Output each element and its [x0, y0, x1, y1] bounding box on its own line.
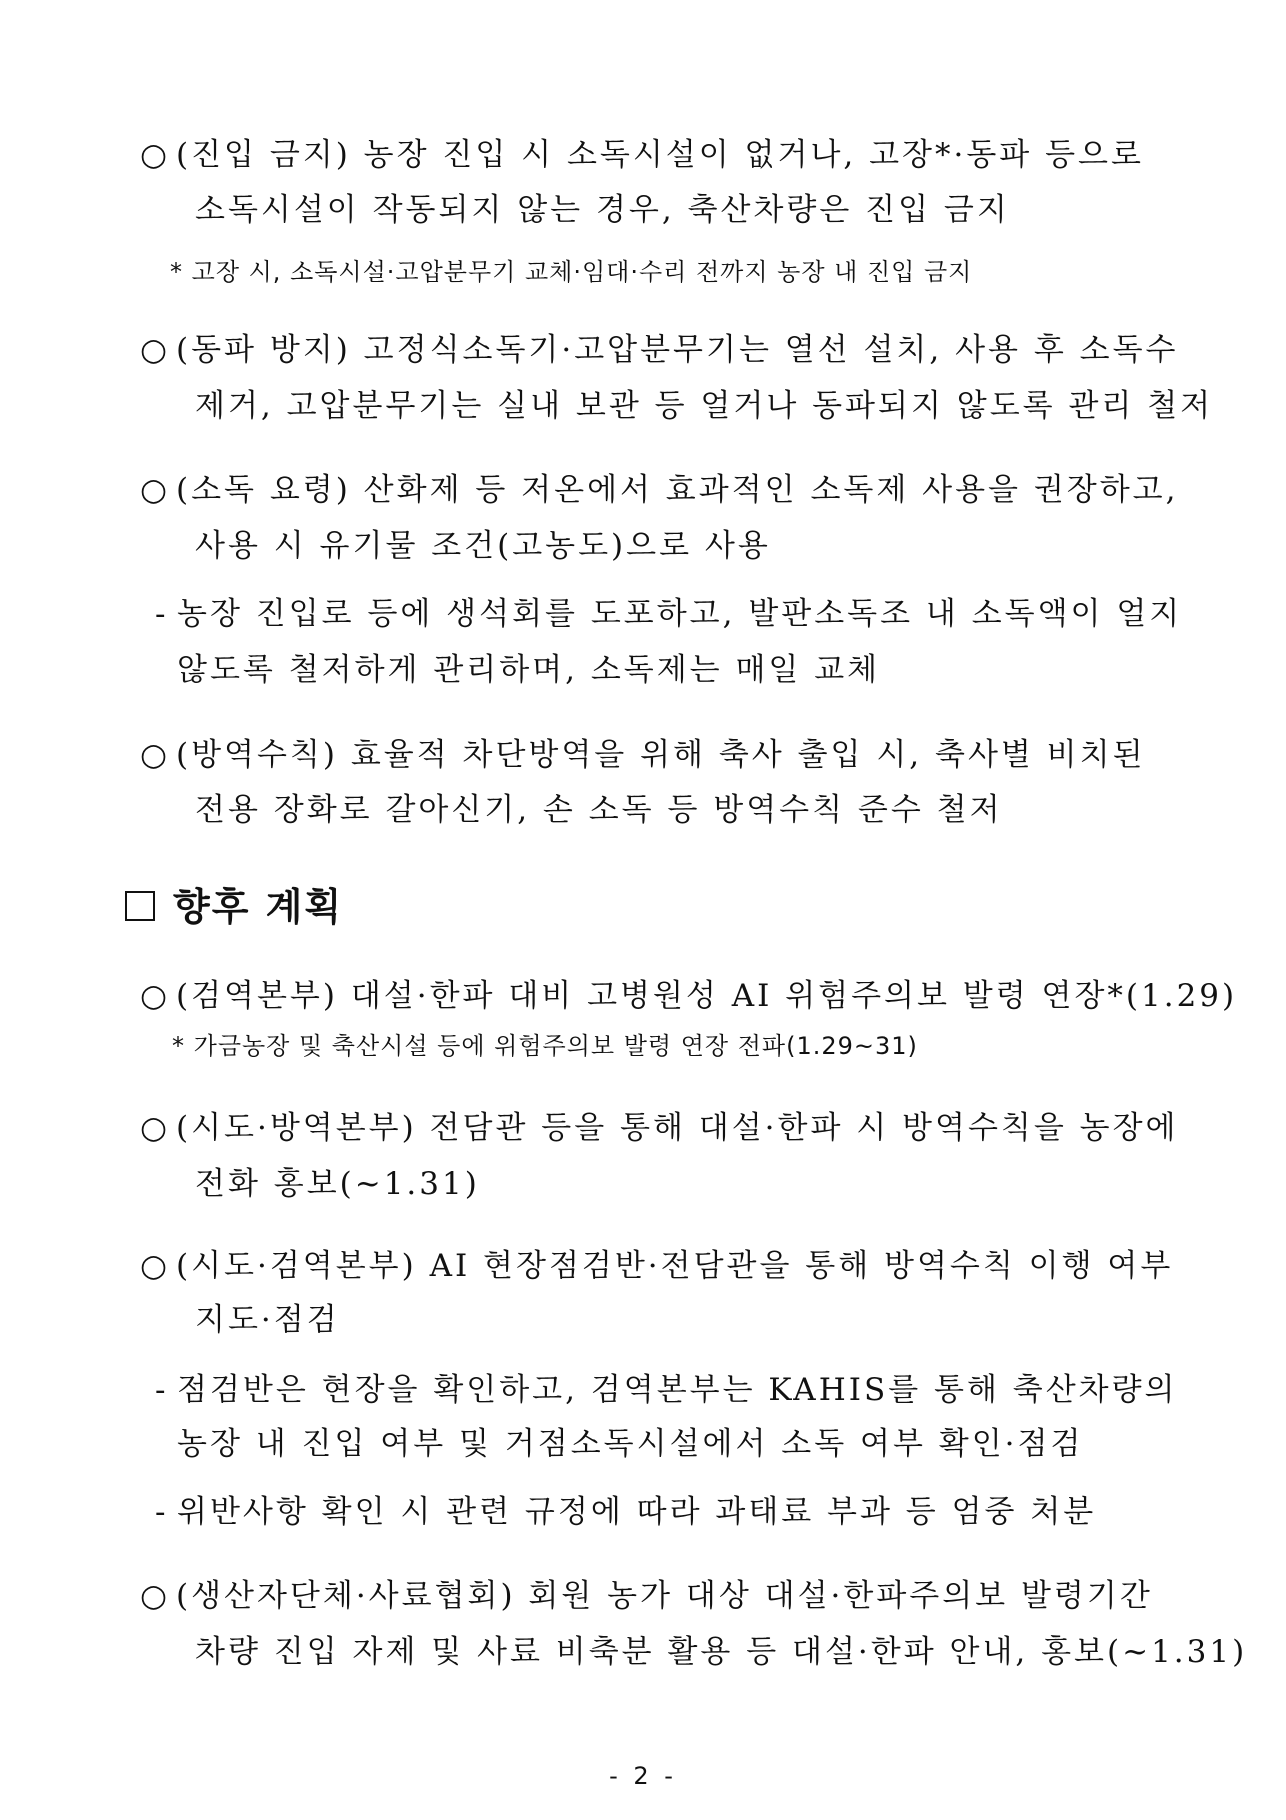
- paragraph-line: 농장 진입로 등에 생석회를 도포하고, 발판소독조 내 소독액이 얼지: [177, 596, 1183, 632]
- dash-penalty: [155, 1492, 1096, 1532]
- bullet-biosecurity-rules: [140, 735, 1146, 775]
- paragraph-line: 지도·점검: [195, 1302, 340, 1338]
- bullet-disinfection-method-cont: [195, 526, 771, 566]
- dash-quicklime: [155, 594, 1182, 634]
- bullet-freeze-prevention-cont: [195, 386, 1213, 426]
- circle-marker: ○: [140, 1578, 171, 1614]
- bullet-entry-ban: [140, 135, 1144, 175]
- paragraph-line: 전화 홍보(~1.31): [195, 1166, 480, 1202]
- paragraph-line: (검역본부) 대설·한파 대비 고병원성 AI 위험주의보 발령 연장*(1.29): [176, 978, 1238, 1014]
- footnote-quarantine-hq: * 가금농장 및 축산시설 등에 위험주의보 발령 연장 전파(1.29~31): [172, 1032, 918, 1060]
- paragraph-line: (시도·방역본부) 전담관 등을 통해 대설·한파 시 방역수칙을 농장에: [176, 1110, 1179, 1146]
- paragraph-line: 사용 시 유기물 조건(고농도)으로 사용: [195, 528, 771, 564]
- paragraph-line: (동파 방지) 고정식소독기·고압분무기는 열선 설치, 사용 후 소독수: [176, 332, 1179, 368]
- circle-marker: ○: [140, 332, 171, 368]
- section-title: 향후 계획: [173, 885, 344, 929]
- paragraph-line: 차량 진입 자제 및 사료 비축분 활용 등 대설·한파 안내, 홍보(~1.31): [195, 1634, 1248, 1670]
- dash-kahis: [155, 1370, 1178, 1410]
- paragraph-line: (방역수칙) 효율적 차단방역을 위해 축사 출입 시, 축사별 비치된: [176, 737, 1146, 773]
- dash-marker: -: [155, 1494, 169, 1530]
- paragraph-line: 농장 내 진입 여부 및 거점소독시설에서 소독 여부 확인·점검: [177, 1426, 1084, 1462]
- paragraph-line: (시도·검역본부) AI 현장점검반·전담관을 통해 방역수칙 이행 여부: [176, 1248, 1174, 1284]
- paragraph-line: (생산자단체·사료협회) 회원 농가 대상 대설·한파주의보 발령기간: [176, 1578, 1153, 1614]
- bullet-disinfection-method: [140, 470, 1178, 510]
- paragraph-line: 소독시설이 작동되지 않는 경우, 축산차량은 진입 금지: [195, 192, 1010, 228]
- circle-marker: ○: [140, 737, 171, 773]
- paragraph-line: 않도록 철저하게 관리하며, 소독제는 매일 교체: [177, 652, 881, 688]
- circle-marker: ○: [140, 1248, 171, 1284]
- dash-marker: -: [155, 596, 169, 632]
- dash-quicklime-cont: [177, 650, 880, 690]
- page-number: - 2 -: [609, 1762, 677, 1790]
- dash-marker: -: [155, 1372, 169, 1408]
- bullet-biosecurity-rules-cont: [195, 790, 1003, 830]
- bullet-province-hq-cont: [195, 1164, 480, 1204]
- bullet-producer-groups: [140, 1576, 1153, 1616]
- paragraph-line: 전용 장화로 갈아신기, 손 소독 등 방역수칙 준수 철저: [195, 792, 1003, 828]
- bullet-quarantine-hq: [140, 976, 1237, 1016]
- paragraph-line: 제거, 고압분무기는 실내 보관 등 얼거나 동파되지 않도록 관리 철저: [195, 388, 1214, 424]
- paragraph-line: (진입 금지) 농장 진입 시 소독시설이 없거나, 고장*·동파 등으로: [176, 137, 1144, 173]
- circle-marker: ○: [140, 137, 171, 173]
- circle-marker: ○: [140, 472, 171, 508]
- circle-marker: ○: [140, 1110, 171, 1146]
- paragraph-line: (소독 요령) 산화제 등 저온에서 효과적인 소독제 사용을 권장하고,: [176, 472, 1179, 508]
- bullet-freeze-prevention: [140, 330, 1178, 370]
- bullet-entry-ban-cont: [195, 190, 1010, 230]
- bullet-field-inspection: [140, 1246, 1173, 1286]
- paragraph-line: 위반사항 확인 시 관련 규정에 따라 과태료 부과 등 엄중 처분: [177, 1494, 1097, 1530]
- circle-marker: ○: [140, 978, 171, 1014]
- dash-kahis-cont: [177, 1424, 1083, 1464]
- paragraph-line: 점검반은 현장을 확인하고, 검역본부는 KAHIS를 통해 축산차량의: [177, 1372, 1178, 1408]
- section-heading: [125, 882, 343, 932]
- footnote-entry-ban: * 고장 시, 소독시설·고압분무기 교체·임대·수리 전까지 농장 내 진입 금지: [170, 258, 973, 286]
- bullet-producer-groups-cont: [195, 1632, 1247, 1672]
- bullet-province-hq: [140, 1108, 1178, 1148]
- bullet-field-inspection-cont: [195, 1300, 340, 1340]
- checkbox-square-icon: [125, 891, 155, 921]
